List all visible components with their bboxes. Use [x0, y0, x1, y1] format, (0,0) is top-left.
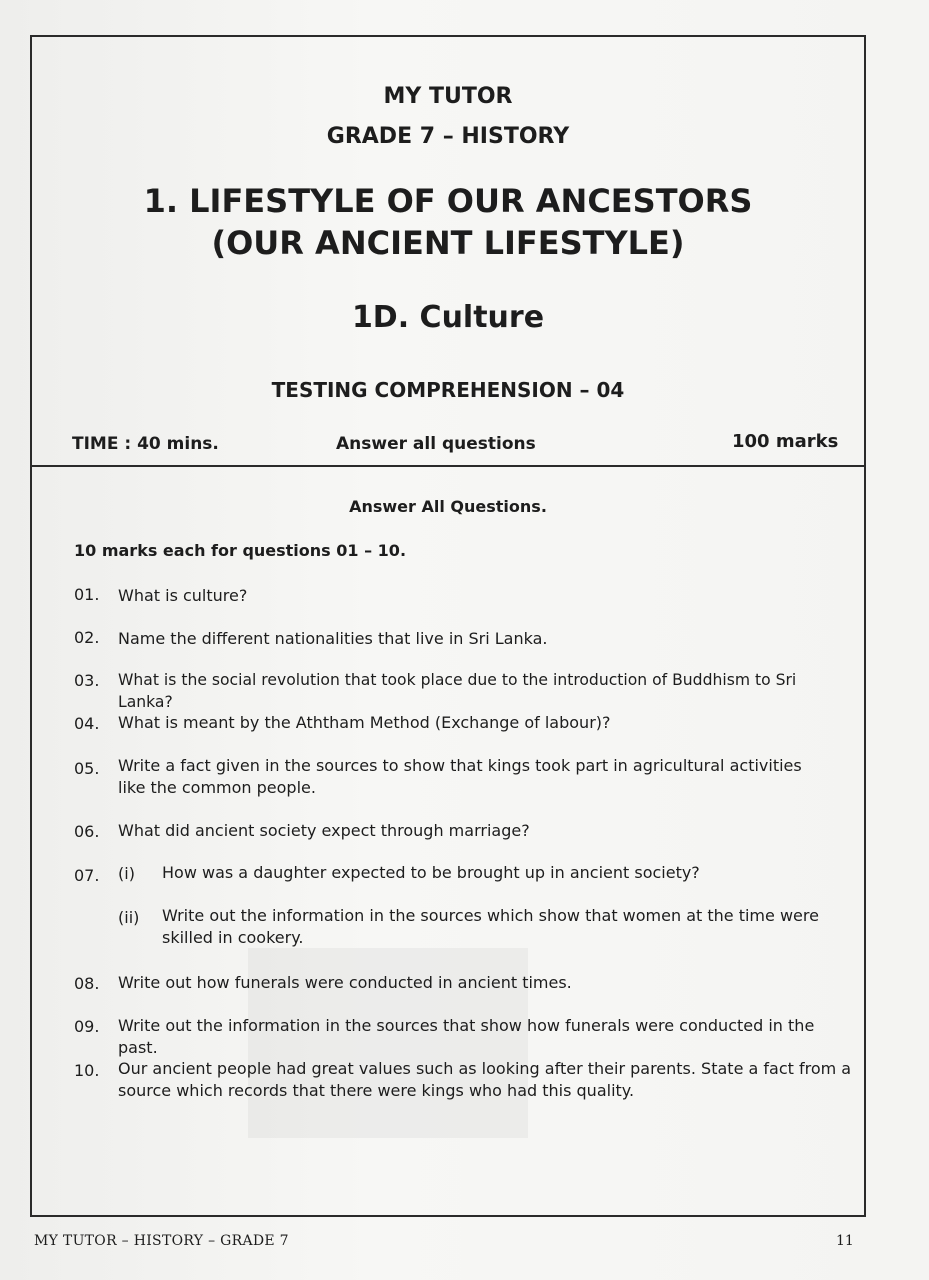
grade-title: GRADE 7 – HISTORY — [326, 124, 570, 149]
question-number: 04. — [74, 714, 100, 733]
question-number: 06. — [74, 822, 100, 841]
question-number: 08. — [74, 974, 100, 993]
question-number: 09. — [74, 1017, 100, 1036]
question-text: Our ancient people had great values such as looking after their parents. State a fact from a source which records that there were kings who had this quality. — [118, 1059, 852, 1100]
question-text: What is meant by the Aththam Method (Exchange of labour)? — [118, 713, 611, 732]
question-text: Write a fact given in the sources to show that kings took part in agricultural activities like the common people. — [118, 756, 802, 797]
chapter-title-line2: (OUR ANCIENT LIFESTYLE) — [211, 224, 685, 262]
subquestion-text: Write out the information in the sources which show that women at the time were skilled in cookery. — [162, 906, 819, 947]
subquestion-number: (ii) — [118, 908, 140, 927]
total-marks: 100 marks — [732, 431, 839, 452]
brand-title: MY TUTOR — [383, 84, 513, 109]
question-number: 03. — [74, 671, 100, 690]
question-text: Name the different nationalities that live in Sri Lanka. — [118, 629, 548, 648]
subquestion-number: (i) — [118, 864, 135, 883]
question-number: 07. — [74, 866, 100, 885]
question-number: 10. — [74, 1061, 100, 1080]
chapter-title — [30, 180, 866, 264]
section-title: 1D. Culture — [351, 300, 545, 335]
time-label: TIME : 40 mins. — [72, 434, 219, 454]
question-text: What did ancient society expect through marriage? — [118, 821, 530, 840]
question-number: 05. — [74, 759, 100, 778]
question-text: Write out how funerals were conducted in ancient times. — [118, 973, 572, 992]
answer-all-label: Answer all questions — [336, 434, 536, 454]
question-text: What is the social revolution that took place due to the introduction of Buddhism to Sri Lanka? — [118, 671, 797, 711]
instruction-heading: Answer All Questions. — [349, 497, 547, 516]
chapter-title-line1: 1. LIFESTYLE OF OUR ANCESTORS — [143, 182, 753, 220]
question-number: 01. — [74, 585, 100, 604]
subquestion-text: How was a daughter expected to be brought up in ancient society? — [162, 863, 700, 882]
question-text: What is culture? — [118, 586, 248, 605]
marks-note: 10 marks each for questions 01 – 10. — [74, 541, 407, 560]
question-number: 02. — [74, 628, 100, 647]
question-text: Write out the information in the sources that show how funerals were conducted in the past. — [118, 1016, 815, 1057]
header-divider — [30, 465, 866, 467]
page-number: 11 — [836, 1233, 854, 1249]
footer-title: MY TUTOR – HISTORY – GRADE 7 — [34, 1233, 289, 1249]
test-title: TESTING COMPREHENSION – 04 — [271, 378, 625, 402]
